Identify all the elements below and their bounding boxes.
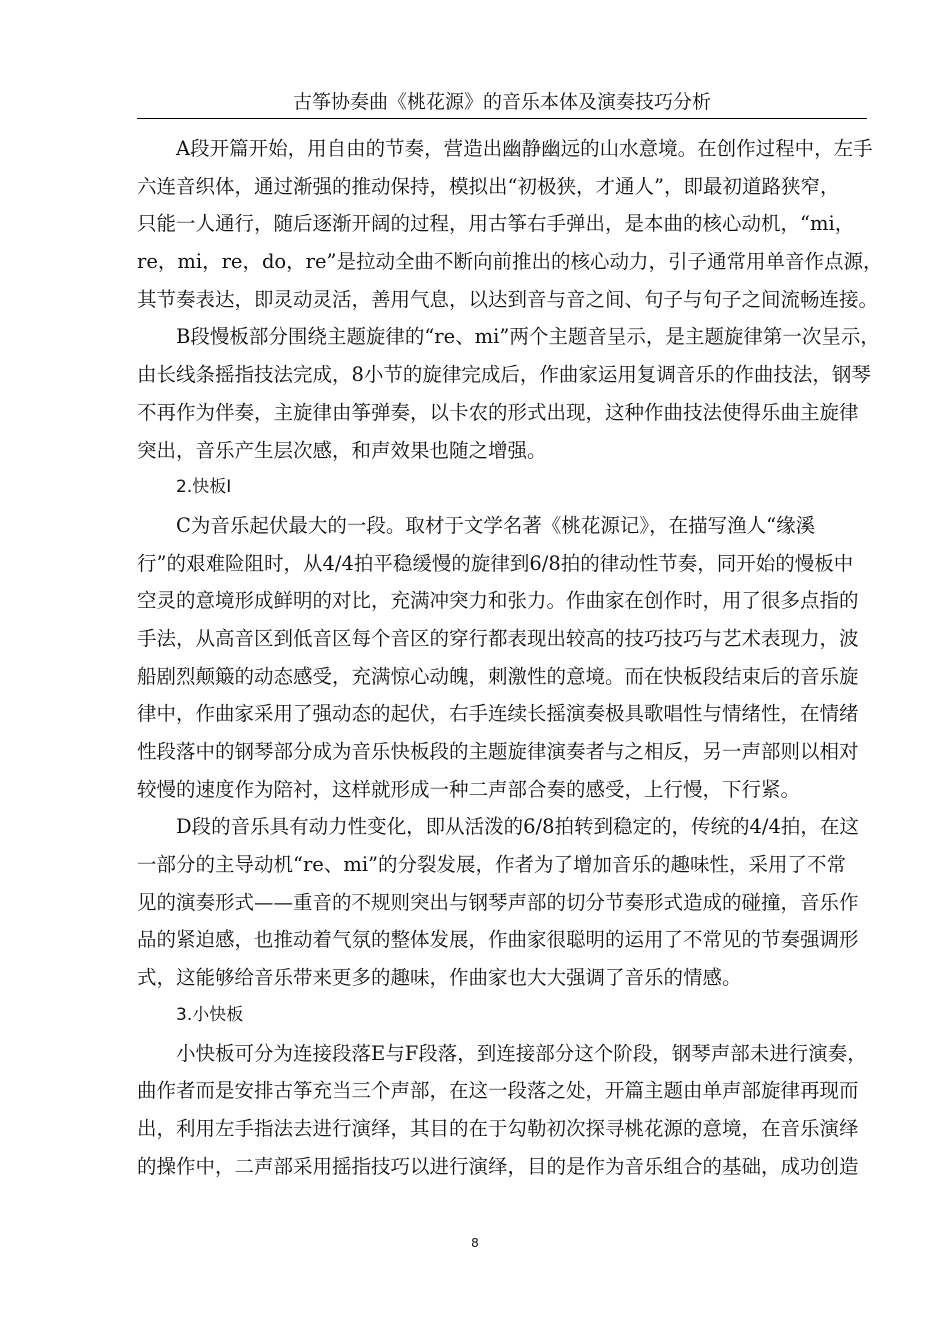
header-rule [137, 118, 867, 119]
paragraph-line: 其节奏表达，即灵动灵活，善用气息，以达到音与音之间、句子与句子之间流畅连接。 [137, 287, 879, 311]
paragraph-line: 律中，作曲家采用了强动态的起伏，右手连续长摇演奏极具歌唱性与情绪性，在情绪 [137, 702, 859, 726]
paragraph-line: C为音乐起伏最大的一段。取材于文学名著《桃花源记》，在描写渔人“缘溪 [176, 513, 816, 537]
paragraph-line: 出，利用左手指法去进行演绎，其目的在于勾勒初次探寻桃花源的意境，在音乐演绎 [137, 1116, 859, 1140]
paragraph-line: B段慢板部分围绕主题旋律的“re、mi”两个主题音呈示，是主题旋律第一次呈示， [176, 325, 880, 349]
paragraph-line: 曲作者而是安排古筝充当三个声部，在这一段落之处，开篇主题由单声部旋律再现而 [137, 1079, 859, 1103]
paragraph-line: 只能一人通行，随后逐渐开阔的过程，用古筝右手弹出，是本曲的核心动机，“mi， [137, 212, 855, 236]
paragraph-line: 由长线条摇指技法完成，8小节的旋律完成后，作曲家运用复调音乐的作曲技法，钢琴 [137, 363, 871, 387]
page-number: 8 [471, 1236, 479, 1250]
paragraph-line: 式，这能够给音乐带来更多的趣味，作曲家也大大强调了音乐的情感。 [137, 966, 742, 990]
paragraph-line: 见的演奏形式——重音的不规则突出与钢琴声部的切分节奏形式造成的碰撞，音乐作 [137, 890, 859, 914]
paragraph-line: 的操作中，二声部采用摇指技巧以进行演绎，目的是作为音乐组合的基础，成功创造 [137, 1154, 859, 1178]
paragraph-line: 一部分的主导动机“re、mi”的分裂发展，作者为了增加音乐的趣味性，采用了不常 [137, 853, 847, 877]
paragraph-line: 手法，从高音区到低音区每个音区的穿行都表现出较高的技巧技巧与艺术表现力，波 [137, 626, 859, 650]
paragraph-line: 船剧烈颠簸的动态感受，充满惊心动魄，刺激性的意境。而在快板段结束后的音乐旋 [137, 664, 859, 688]
paragraph-line: 突出，音乐产生层次感，和声效果也随之增强。 [137, 438, 547, 462]
paragraph-line: 不再作为伴奏，主旋律由筝弹奏，以卡农的形式出现，这种作曲技法使得乐曲主旋律 [137, 400, 859, 424]
paragraph-line: 较慢的速度作为陪衬，这样就形成一种二声部合奏的感受，上行慢，下行紧。 [137, 777, 801, 801]
paragraph-line: 性段落中的钢琴部分成为音乐快板段的主题旋律演奏者与之相反，另一声部则以相对 [137, 740, 859, 763]
paragraph-line: re，mi，re，do，re”是拉动全曲不断向前推出的核心动力，引子通常用单音作点源， [137, 250, 883, 274]
body-text [137, 130, 883, 1185]
paragraph-line: 空灵的意境形成鲜明的对比，充满冲突力和张力。作曲家在创作时，用了很多点指的 [137, 589, 859, 613]
paragraph-line: 行”的艰难险阻时，从4/4拍平稳缓慢的旋律到6/8拍的律动性节奏，同开始的慢板中 [137, 551, 854, 575]
paragraph-line: 品的紧迫感，也推动着气氛的整体发展，作曲家很聪明的运用了不常见的节奏强调形 [137, 928, 859, 952]
section-heading: 3.小快板 [176, 1004, 244, 1025]
running-header: 古筝协奏曲《桃花源》的音乐本体及演奏技巧分析 [292, 91, 711, 113]
section-heading: 2.快板Ⅰ [176, 477, 232, 498]
paragraph-line: 小快板可分为连接段落E与F段落，到连接部分这个阶段，钢琴声部未进行演奏， [176, 1041, 867, 1065]
paragraph-line: 六连音织体，通过渐强的推动保持，模拟出“初极狭，才通人”，即最初道路狭窄， [137, 174, 840, 198]
paragraph-line: D段的音乐具有动力性变化，即从活泼的6/8拍转到稳定的，传统的4/4拍，在这 [176, 815, 859, 839]
paragraph-line: A段开篇开始，用自由的节奏，营造出幽静幽远的山水意境。在创作过程中，左手 [176, 137, 873, 160]
